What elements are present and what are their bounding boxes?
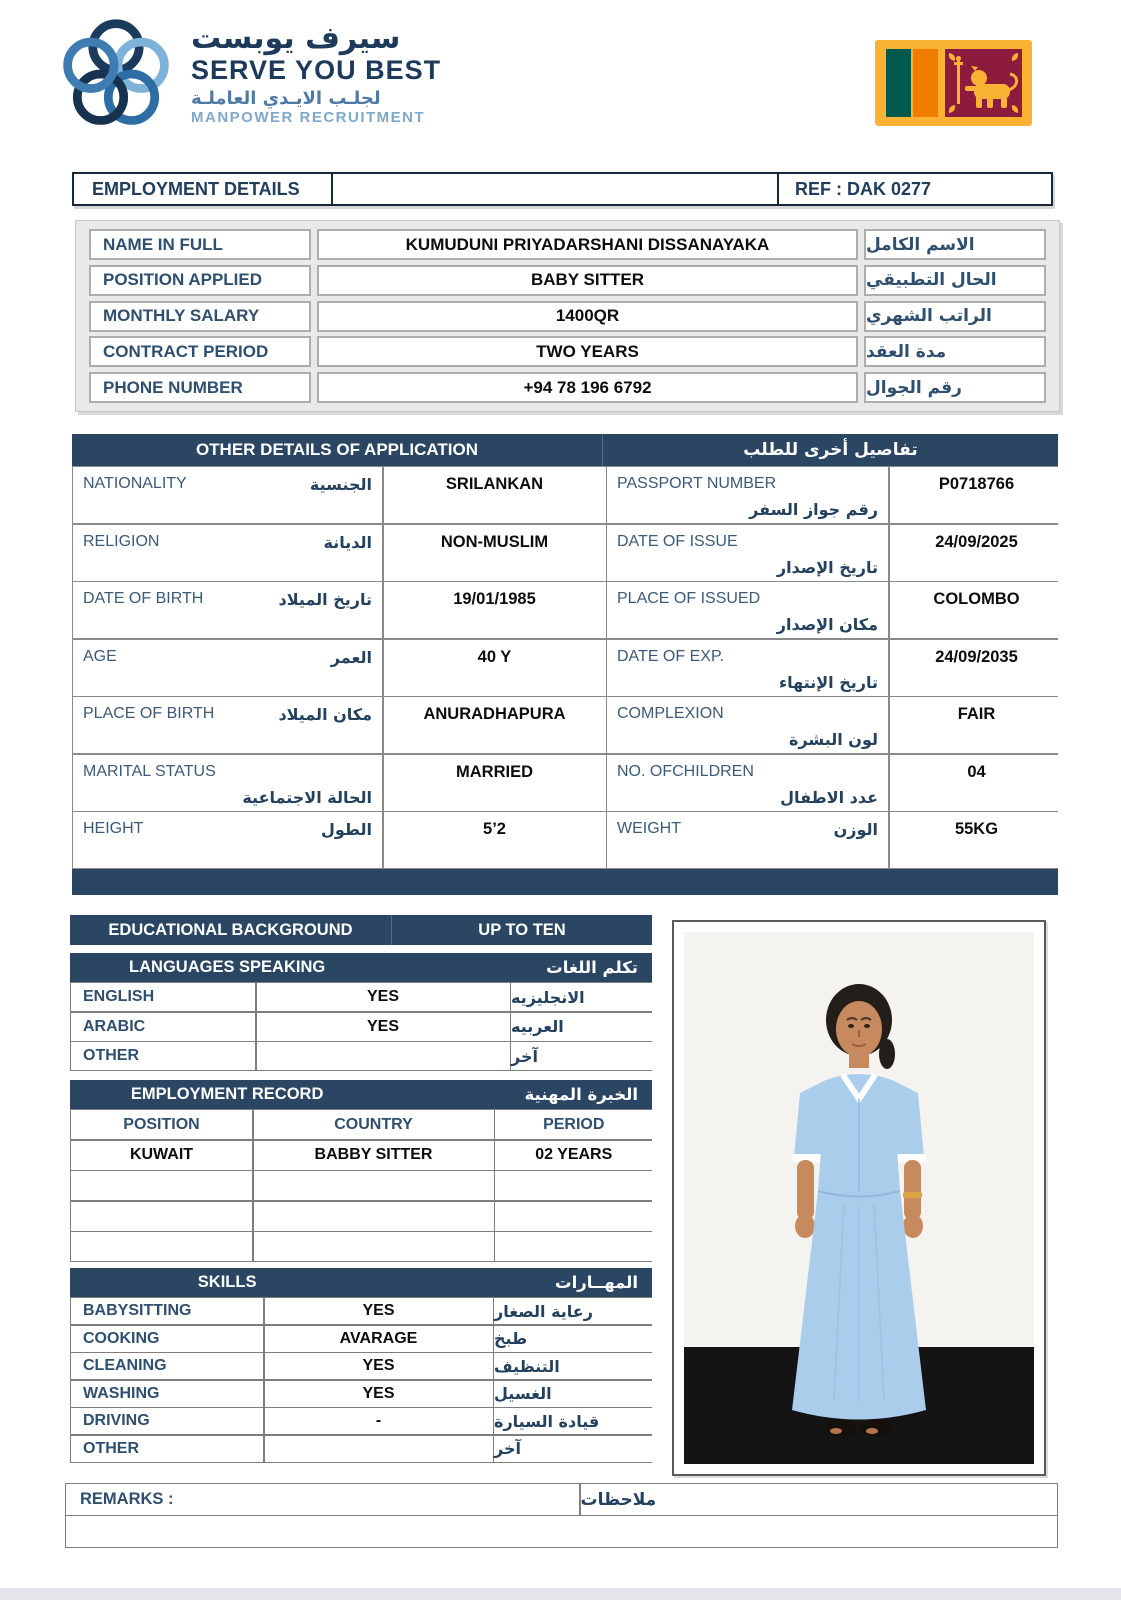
education-value: UP TO TEN [478, 920, 566, 939]
skills-header-english: SKILLS [197, 1273, 257, 1291]
reference-number: REF : DAK 0277 [795, 178, 932, 199]
field-value: MARRIED [384, 755, 606, 811]
skill-label: DRIVING [71, 1408, 263, 1434]
agency-name-arabic: سيرف يوبست [191, 20, 401, 56]
agency-logo [55, 14, 441, 134]
field-value: 5’2 [384, 812, 606, 868]
employment-record-header-english: EMPLOYMENT RECORD [130, 1085, 324, 1103]
skill-label-arabic: طبخ [494, 1326, 653, 1352]
language-value: YES [257, 1013, 510, 1041]
field-value: COLOMBO [890, 582, 1064, 638]
skills-header [70, 1268, 652, 1297]
field-value: 40 Y [384, 640, 606, 696]
field-label: WEIGHT الوزن [607, 812, 888, 868]
language-label-arabic: العربيه [511, 1013, 653, 1041]
skill-label: WASHING [71, 1381, 263, 1407]
field-label: RELIGION الديانة [73, 525, 382, 581]
field-value: BABY SITTER [317, 265, 858, 296]
record-cell [254, 1202, 494, 1231]
section-title: EMPLOYMENT DETAILS [74, 174, 333, 204]
field-label: COMPLEXION لون البشرة [607, 697, 888, 753]
field-value: P0718766 [890, 467, 1064, 523]
field-label-arabic: رقم الجوال [864, 372, 1046, 403]
field-label: DATE OF ISSUE تاريخ الإصدار [607, 525, 888, 581]
other-details-grid [72, 466, 1058, 869]
field-value: 04 [890, 755, 1064, 811]
field-label: CONTRACT PERIOD [89, 336, 311, 367]
remarks-label-arabic: ملاحظات [581, 1484, 1058, 1515]
field-label: PLACE OF BIRTH مكان الميلاد [73, 697, 382, 753]
sri-lanka-flag-icon [875, 40, 1032, 126]
field-label-arabic: الحال التطبيقي [864, 265, 1046, 296]
skill-label: CLEANING [71, 1353, 263, 1379]
skill-label: BABYSITTING [71, 1298, 263, 1324]
employment-record-grid [70, 1109, 652, 1262]
table-row [89, 336, 1046, 367]
field-label: MONTHLY SALARY [89, 301, 311, 332]
record-cell [71, 1171, 252, 1200]
table-row [89, 372, 1046, 403]
column-header: PERIOD [495, 1110, 653, 1139]
skills-grid [70, 1297, 652, 1463]
employment-record-header [70, 1080, 652, 1109]
page-bottom-edge [0, 1588, 1121, 1600]
field-value: FAIR [890, 697, 1064, 753]
employment-details-title-bar [72, 172, 1053, 206]
skill-value: - [265, 1408, 493, 1434]
field-label: PLACE OF ISSUED مكان الإصدار [607, 582, 888, 638]
skill-label-arabic: الغسيل [494, 1381, 653, 1407]
language-label-arabic: الانجليزيه [511, 983, 653, 1011]
education-label: EDUCATIONAL BACKGROUND [70, 915, 392, 945]
remarks-label: REMARKS : [66, 1484, 579, 1515]
agency-name-english: SERVE YOU BEST [191, 55, 442, 86]
record-cell [254, 1171, 494, 1200]
knot-logo-icon [55, 14, 177, 134]
record-cell [254, 1232, 494, 1261]
field-label: DATE OF EXP. تاريخ الإنتهاء [607, 640, 888, 696]
field-label: HEIGHT الطول [73, 812, 382, 868]
educational-background-bar [70, 915, 652, 945]
field-value: ANURADHAPURA [384, 697, 606, 753]
record-cell [495, 1171, 653, 1200]
field-label-arabic: الراتب الشهري [864, 301, 1046, 332]
field-value: KUMUDUNI PRIYADARSHANI DISSANAYAKA [317, 229, 858, 260]
remarks-section [65, 1483, 1058, 1548]
field-value: NON-MUSLIM [384, 525, 606, 581]
skill-label-arabic: التنظيف [494, 1353, 653, 1379]
column-header: COUNTRY [254, 1110, 494, 1139]
employment-record-header-arabic: الخبرة المهنية [524, 1085, 638, 1104]
other-details-header [72, 434, 1058, 466]
field-value: 55KG [890, 812, 1064, 868]
agency-tagline-english: MANPOWER RECRUITMENT [191, 108, 426, 126]
language-value: YES [257, 983, 510, 1011]
skill-label: COOKING [71, 1326, 263, 1352]
remarks-empty-row [65, 1516, 1058, 1548]
other-details-header-english: OTHER DETAILS OF APPLICATION [72, 434, 603, 466]
skill-value: YES [265, 1298, 493, 1324]
record-cell: KUWAIT [71, 1141, 252, 1170]
language-value [257, 1042, 510, 1070]
skill-label-arabic: آخر [494, 1436, 653, 1462]
languages-table [70, 953, 652, 1071]
record-cell: 02 YEARS [495, 1141, 653, 1170]
table-row [89, 229, 1046, 260]
skills-table [70, 1268, 652, 1463]
languages-grid [70, 982, 652, 1071]
field-value: 24/09/2035 [890, 640, 1064, 696]
language-label: ENGLISH [71, 983, 255, 1011]
languages-header [70, 953, 652, 982]
other-details-footer-bar [72, 869, 1058, 895]
field-label: DATE OF BIRTH تاريخ الميلاد [73, 582, 382, 638]
table-row [89, 265, 1046, 296]
record-cell [71, 1232, 252, 1261]
record-cell [71, 1202, 252, 1231]
field-value: TWO YEARS [317, 336, 858, 367]
skill-label-arabic: رعاية الصغار [494, 1298, 653, 1324]
field-value: +94 78 196 6792 [317, 372, 858, 403]
agency-name-block [191, 22, 441, 127]
field-value: 1400QR [317, 301, 858, 332]
record-cell [495, 1232, 653, 1261]
candidate-photo-illustration [684, 932, 1034, 1464]
skill-value: AVARAGE [265, 1326, 493, 1352]
column-header: POSITION [71, 1110, 252, 1139]
field-label: MARITAL STATUS الحالة الاجتماعية [73, 755, 382, 811]
field-label-arabic: الاسم الكامل [864, 229, 1046, 260]
field-label: NO. OFCHILDREN عدد الاطفال [607, 755, 888, 811]
skills-header-arabic: المهــارات [554, 1273, 638, 1292]
candidate-photo [672, 920, 1046, 1476]
agency-tagline-arabic: لجلـب الايـدي العاملـة [191, 88, 381, 110]
field-value: SRILANKAN [384, 467, 606, 523]
field-label: POSITION APPLIED [89, 265, 311, 296]
title-spacer-cell [333, 174, 779, 204]
other-details-section [72, 434, 1058, 895]
remarks-row [65, 1483, 1058, 1516]
employment-record-table [70, 1080, 652, 1262]
languages-header-english: LANGUAGES SPEAKING [129, 958, 326, 976]
languages-header-arabic: تكلم اللغات [546, 958, 638, 977]
field-value: 19/01/1985 [384, 582, 606, 638]
employment-details-table [75, 220, 1060, 412]
table-row [89, 301, 1046, 332]
language-label: OTHER [71, 1042, 255, 1070]
remarks-empty-cell [66, 1516, 1057, 1547]
language-label-arabic: آخر [511, 1042, 653, 1070]
skill-value: YES [265, 1353, 493, 1379]
field-label: PASSPORT NUMBER رقم جواز السفر [607, 467, 888, 523]
language-label: ARABIC [71, 1013, 255, 1041]
skill-value: YES [265, 1381, 493, 1407]
record-cell [495, 1202, 653, 1231]
field-label: NATIONALITY الجنسية [73, 467, 382, 523]
field-label: NAME IN FULL [89, 229, 311, 260]
skill-label: OTHER [71, 1436, 263, 1462]
field-label-arabic: مدة العقد [864, 336, 1046, 367]
field-label: PHONE NUMBER [89, 372, 311, 403]
field-label: AGE العمر [73, 640, 382, 696]
skill-label-arabic: قيادة السيارة [494, 1408, 653, 1434]
record-cell: BABBY SITTER [254, 1141, 494, 1170]
skill-value [265, 1436, 493, 1462]
other-details-header-arabic: تفاصيل أخرى للطلب [743, 440, 918, 460]
field-value: 24/09/2025 [890, 525, 1064, 581]
